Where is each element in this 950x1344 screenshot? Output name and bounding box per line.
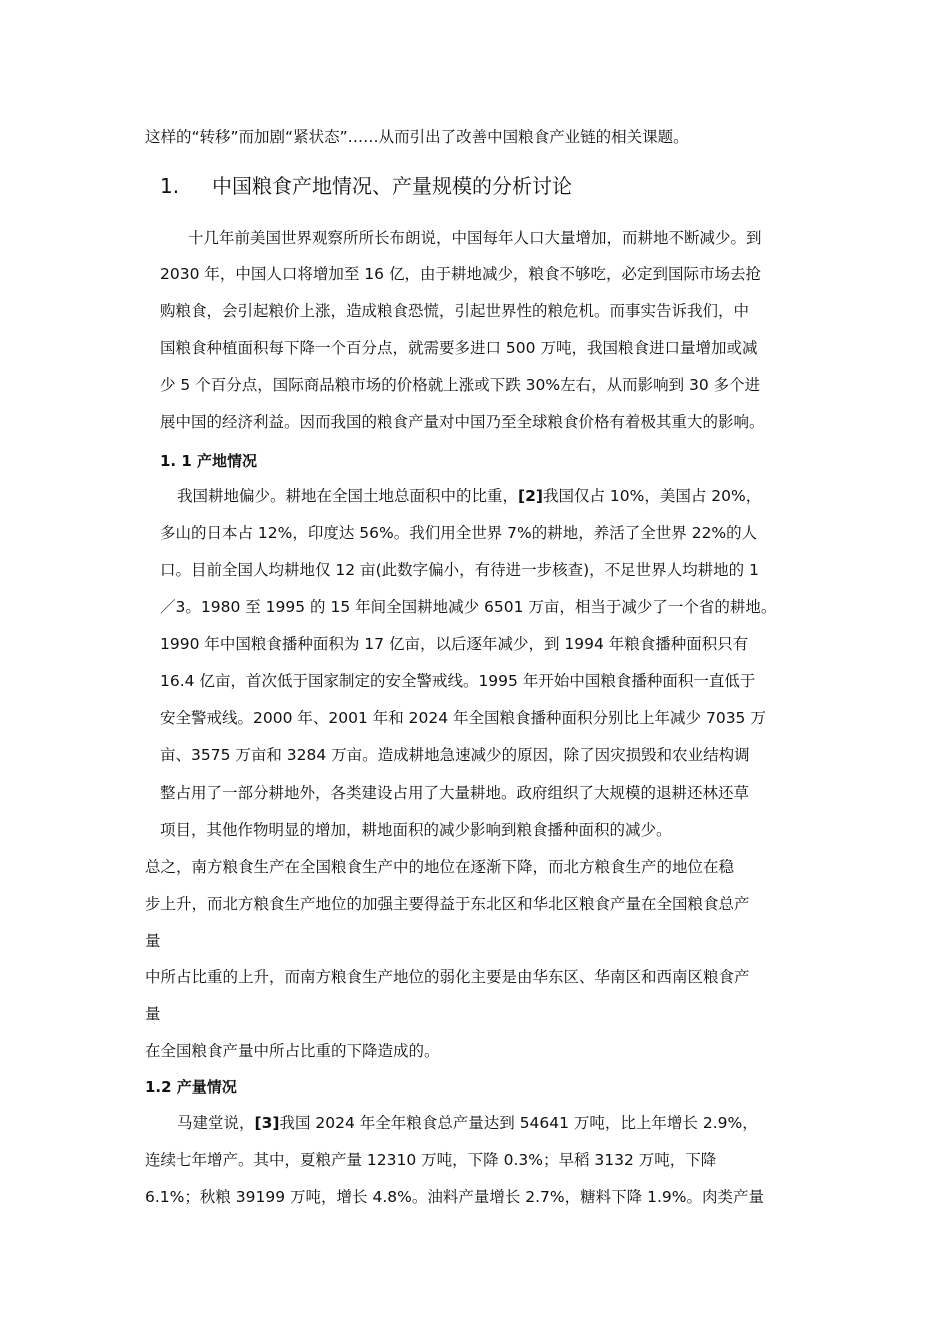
intro-line: 这样的“转移”而加剧“紧状态”……从而引出了改善中国粮食产业链的相关课题。 [145,128,689,146]
text-run: 我国耕地偏少。耕地在全国土地总面积中的比重， [177,487,519,505]
paragraph-line: 国粮食种植面积每下降一个百分点，就需要多进口 500 万吨，我国粮食进口量增加或减 [160,339,758,357]
paragraph-line: 十几年前美国世界观察所所长布朗说，中国每年人口大量增加，而耕地不断减少。到 [188,229,762,247]
text-run: 我国仅占 10%，美国占 20%， [542,487,762,505]
paragraph-line: 口。目前全国人均耕地仅 12 亩(此数字偏小，有待进一步核查)，不足世界人均耕地的 1 [160,561,759,579]
paragraph-line: 1990 年中国粮食播种面积为 17 亿亩，以后逐年减少，到 1994 年粮食播种面积只有 [160,635,749,653]
paragraph-line: 购粮食，会引起粮价上涨，造成粮食恐慌，引起世界性的粮危机。而事实告诉我们，中 [160,302,750,320]
summary-line: 量 [145,932,161,950]
summary-line: 步上升，而北方粮食生产地位的加强主要得益于东北区和华北区粮食产量在全国粮食总产 [145,895,750,913]
summary-line: 总之，南方粮食生产在全国粮食生产中的地位在逐渐下降，而北方粮食生产的地位在稳 [145,858,735,876]
summary-line: 中所占比重的上升，而南方粮食生产地位的弱化主要是由华东区、华南区和西南区粮食产 [145,968,750,986]
paragraph-line: 16.4 亿亩，首次低于国家制定的安全警戒线。1995 年开始中国粮食播种面积一直低于 [160,672,756,690]
section-heading [160,173,572,199]
paragraph-line: 6.1%；秋粮 39199 万吨，增长 4.8%。油料产量增长 2.7%，糖料下降 1.9%。肉类产量 [145,1188,764,1206]
section-number: 1. [160,174,180,198]
paragraph-line: 少 5 个百分点，国际商品粮市场的价格就上涨或下跌 30%左右，从而影响到 30 多个进 [160,376,761,394]
paragraph-line: 2030 年，中国人口将增加至 16 亿，由于耕地减少，粮食不够吃，必定到国际市场去抢 [160,265,761,283]
paragraph-line: 亩、3575 万亩和 3284 万亩。造成耕地急速减少的原因，除了因灾损毁和农业结构调 [160,746,750,764]
subsection-title: 1. 1 产地情况 [160,452,258,470]
paragraph-line: 展中国的经济利益。因而我国的粮食产量对中国乃至全球粮食价格有着极其重大的影响。 [160,413,765,431]
paragraph-line: 安全警戒线。2000 年、2001 年和 2024 年全国粮食播种面积分别比上年减少 7035 万 [160,709,766,727]
paragraph-line: 整占用了一部分耕地外，各类建设占用了大量耕地。政府组织了大规模的退耕还林还草 [160,784,750,802]
citation: [3] [254,1114,280,1132]
subsection-title: 1.2 产量情况 [145,1078,237,1096]
paragraph-line [177,486,761,506]
text-run: 马建堂说， [177,1114,255,1132]
summary-line: 在全国粮食产量中所占比重的下降造成的。 [145,1042,440,1060]
paragraph-line [177,1113,758,1133]
paragraph-line: 多山的日本占 12%，印度达 56%。我们用全世界 7%的耕地，养活了全世界 22%的人 [160,524,758,542]
paragraph-line: ／3。1980 至 1995 的 15 年间全国耕地减少 6501 万亩，相当于减少了一个省的耕地。 [160,598,777,616]
citation: [2] [518,487,543,505]
paragraph-line: 连续七年增产。其中，夏粮产量 12310 万吨，下降 0.3%；早稻 3132 万吨，下降 [145,1151,717,1169]
paragraph-line: 项目，其他作物明显的增加，耕地面积的减少影响到粮食播种面积的减少。 [160,821,672,839]
summary-line: 量 [145,1005,161,1023]
section-title: 中国粮食产地情况、产量规模的分析讨论 [212,174,572,198]
text-run: 我国 2024 年全年粮食总产量达到 54641 万吨，比上年增长 2.9%， [279,1114,758,1132]
